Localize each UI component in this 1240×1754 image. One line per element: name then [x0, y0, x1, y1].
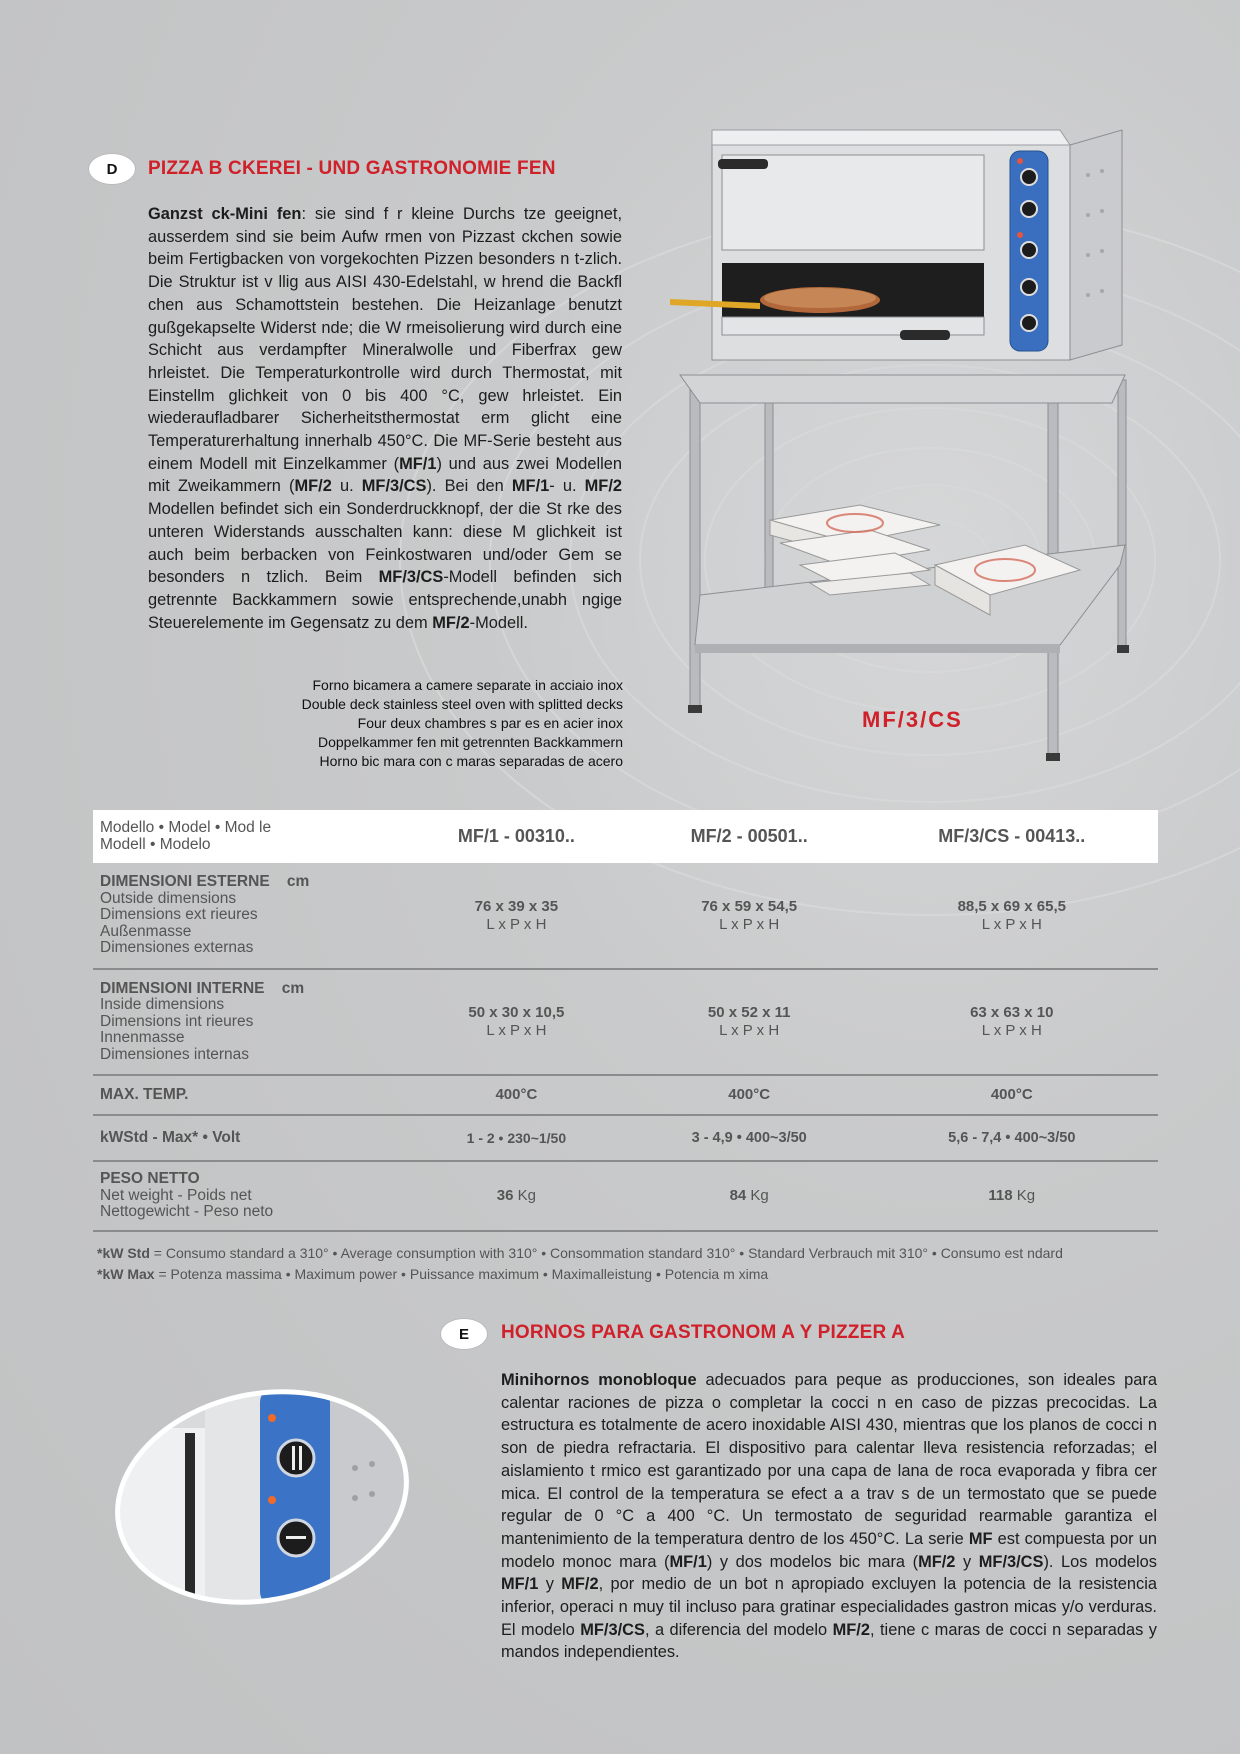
section-heading-d: PIZZA B CKEREI - UND GASTRONOMIE FEN — [148, 158, 556, 179]
table-row-max-temp — [93, 1075, 1158, 1115]
table-cell: 1 - 2 • 230~1/50 — [400, 1115, 633, 1161]
table-cell: 400°C — [633, 1075, 866, 1115]
table-cell: 84 Kg — [633, 1161, 866, 1231]
table-row-power — [93, 1115, 1158, 1161]
table-cell: 63 x 63 x 10 L x P x H — [866, 969, 1158, 1075]
caption-line: Horno bic mara con c maras separadas de acero — [319, 753, 623, 769]
footnote-max: *kW Max = Potenza massima • Maximum power • Puissance maximum • Maximalleistung • Potencia m xima — [97, 1266, 769, 1282]
spec-table — [93, 810, 1158, 1232]
row-label: DIMENSIONI ESTERNE cm Outside dimensions Dimensions ext rieures Außenmasse Dimensiones externas — [93, 863, 400, 969]
table-cell: 400°C — [866, 1075, 1158, 1115]
caption-line: Double deck stainless steel oven with splitted decks — [301, 696, 623, 712]
oven-product-image — [670, 125, 1140, 780]
row-label: PESO NETTO Net weight - Poids net Nettogewicht - Peso neto — [93, 1161, 400, 1231]
section-heading-e: HORNOS PARA GASTRONOM A Y PIZZER A — [501, 1322, 906, 1343]
table-row-internal-dimensions — [93, 969, 1158, 1075]
caption-line: Doppelkammer fen mit getrennten Backkammern — [317, 734, 623, 750]
table-cell: 118 Kg — [866, 1161, 1158, 1231]
table-cell: 36 Kg — [400, 1161, 633, 1231]
caption-line: Forno bicamera a camere separate in acciaio inox — [312, 677, 623, 693]
table-cell: 88,5 x 69 x 65,5 L x P x H — [866, 863, 1158, 969]
footnote-std: *kW Std = Consumo standard a 310° • Average consumption with 310° • Consommation standard 310° • Standard Verbrauch mit 310° • Consumo est ndard — [97, 1245, 1063, 1261]
table-cell: 50 x 52 x 11 L x P x H — [633, 969, 866, 1075]
table-cell: 5,6 - 7,4 • 400~3/50 — [866, 1115, 1158, 1161]
section-badge-e: E — [441, 1319, 487, 1349]
caption-line: Four deux chambres s par es en acier inox — [357, 715, 623, 731]
product-caption — [302, 676, 623, 771]
table-cell: 76 x 39 x 35 L x P x H — [400, 863, 633, 969]
table-row-net-weight — [93, 1161, 1158, 1231]
table-header-row — [93, 810, 1158, 863]
model-header: MF/3/CS - 00413.. — [866, 810, 1158, 863]
table-cell: 400°C — [400, 1075, 633, 1115]
section-badge-d: D — [89, 154, 135, 184]
table-row-external-dimensions — [93, 863, 1158, 969]
table-cell: 50 x 30 x 10,5 L x P x H — [400, 969, 633, 1075]
table-cell: 3 - 4,9 • 400~3/50 — [633, 1115, 866, 1161]
row-label: kWStd - Max* • Volt — [93, 1115, 400, 1161]
model-label-cell: Modello • Model • Mod le Modell • Modelo — [93, 810, 400, 863]
section-e-paragraph: Minihornos monobloque adecuados para peque as producciones, son ideales para calentar raciones de pizza o completar la cocci n en caso de pizzas precocidas. La estructura es totalmente de acero inoxidable AISI 430, mientras que los planos de cocci n son de piedra refractaria. El dispositivo para calentar lleva resistencia reforzadas; el aislamiento t rmico est garantizado por una capa de lana de roca evaporada y fibra cer mica. El control de la temperatura se efect a a trav s de un termostato que se puede regular de 0 °C a 400 °C. Un termostato de seguridad rearmable garantiza el mantenimiento de la temperatura dentro de los 450°C. La serie MF est compuesta por un modelo monoc mara (MF/1) y dos modelos bic mara (MF/2 y MF/3/CS). Los modelos MF/1 y MF/2, por medio de un bot n apropiado excluyen la potencia de la resistencia inferior, operaci n muy til incluso para gratinar especialidades gastron micas y/o verduras. El modelo MF/3/CS, a diferencia del modelo MF/2, tiene c maras de cocci n separadas y mandos independientes. — [501, 1371, 1157, 1662]
footnotes — [97, 1243, 1063, 1285]
row-label: MAX. TEMP. — [93, 1075, 400, 1115]
section-d-paragraph: Ganzst ck-Mini fen: sie sind f r kleine Durchs tze geeignet, ausserdem sind sie beim Aufw rmen von Pizzast ckchen sowie beim Fertigbacken von vorgekochten Pizzen besonders n t-zlich. Die Struktur ist v llig aus AISI 430-Edelstahl, w hrend die Backfl chen aus Schamottstein bestehen. Die Heizanlage benutzt gußgekapselte Widerst nde; die W rmeisolierung wird durch eine Schicht aus verdampfter Mineralwolle und Fiberfrax gew hrleistet. Die Temperaturkontrolle wird durch Thermostat, mit Einstellm glichkeit von 0 bis 400 °C, gew hrleistet. Ein wiederaufladbarer Sicherheitsthermostat erm glicht eine Temperaturerhaltung innerhalb 450°C. Die MF-Serie besteht aus einem Modell mit Einzelkammer (MF/1) und aus zwei Modellen mit Zweikammern (MF/2 u. MF/3/CS). Bei den MF/1- u. MF/2 Modellen befindet sich ein Sonderdruckknopf, der die St rke des unteren Widerstands ausschalten kann: diese M glichkeit ist auch beim berbacken von Feinkostwaren und/oder Gem se besonders n tzlich. Beim MF/3/CS-Modell befinden sich getrennte Backkammern sowie entsprechende,unabh ngige Steuerelemente im Gegensatz zu dem MF/2-Modell. — [148, 205, 622, 632]
control-panel-closeup-image — [110, 1388, 415, 1606]
table-cell: 76 x 59 x 54,5 L x P x H — [633, 863, 866, 969]
model-header: MF/1 - 00310.. — [400, 810, 633, 863]
model-tag: MF/3/CS — [862, 707, 963, 732]
row-label: DIMENSIONI INTERNE cm Inside dimensions Dimensions int rieures Innenmasse Dimensiones internas — [93, 969, 400, 1075]
model-header: MF/2 - 00501.. — [633, 810, 866, 863]
